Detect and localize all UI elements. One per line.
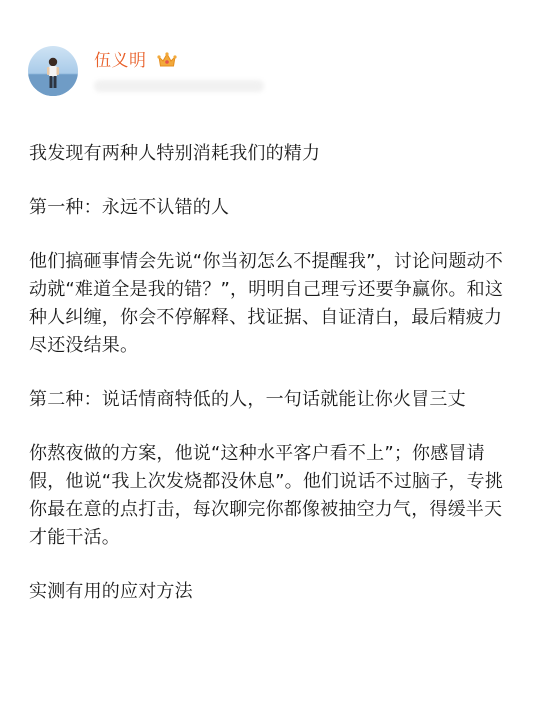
post-paragraph: 你熬夜做的方案，他说“这种水平客户看不上”；你感冒请假，他说“我上次发烧都没休息”。他们说话不过脑子，专挑你最在意的点打击，每次聊完你都像被抽空力气，得缓半天才能干活。 <box>29 443 504 548</box>
post-paragraph: 他们搞砸事情会先说“你当初怎么不提醒我”，讨论问题动不动就“难道全是我的错？”，明明自己理亏还要争赢你。和这种人纠缠，你会不停解释、找证据、自证清白，最后精疲力尽还没结果。 <box>29 251 504 356</box>
post-content <box>29 140 519 632</box>
username[interactable]: 伍义明 <box>94 51 147 71</box>
crown-icon <box>157 51 177 69</box>
post-paragraph: 我发现有两种人特别消耗我们的精力 <box>29 143 321 164</box>
post-paragraph: 实测有用的应对方法 <box>29 581 193 602</box>
avatar-photo <box>28 46 78 96</box>
post-header <box>28 46 508 100</box>
post-meta-blurred <box>94 80 264 92</box>
post-paragraph: 第一种：永远不认错的人 <box>29 197 230 218</box>
avatar[interactable] <box>28 46 78 96</box>
post-paragraph: 第二种：说话情商特低的人，一句话就能让你火冒三丈 <box>29 389 466 410</box>
